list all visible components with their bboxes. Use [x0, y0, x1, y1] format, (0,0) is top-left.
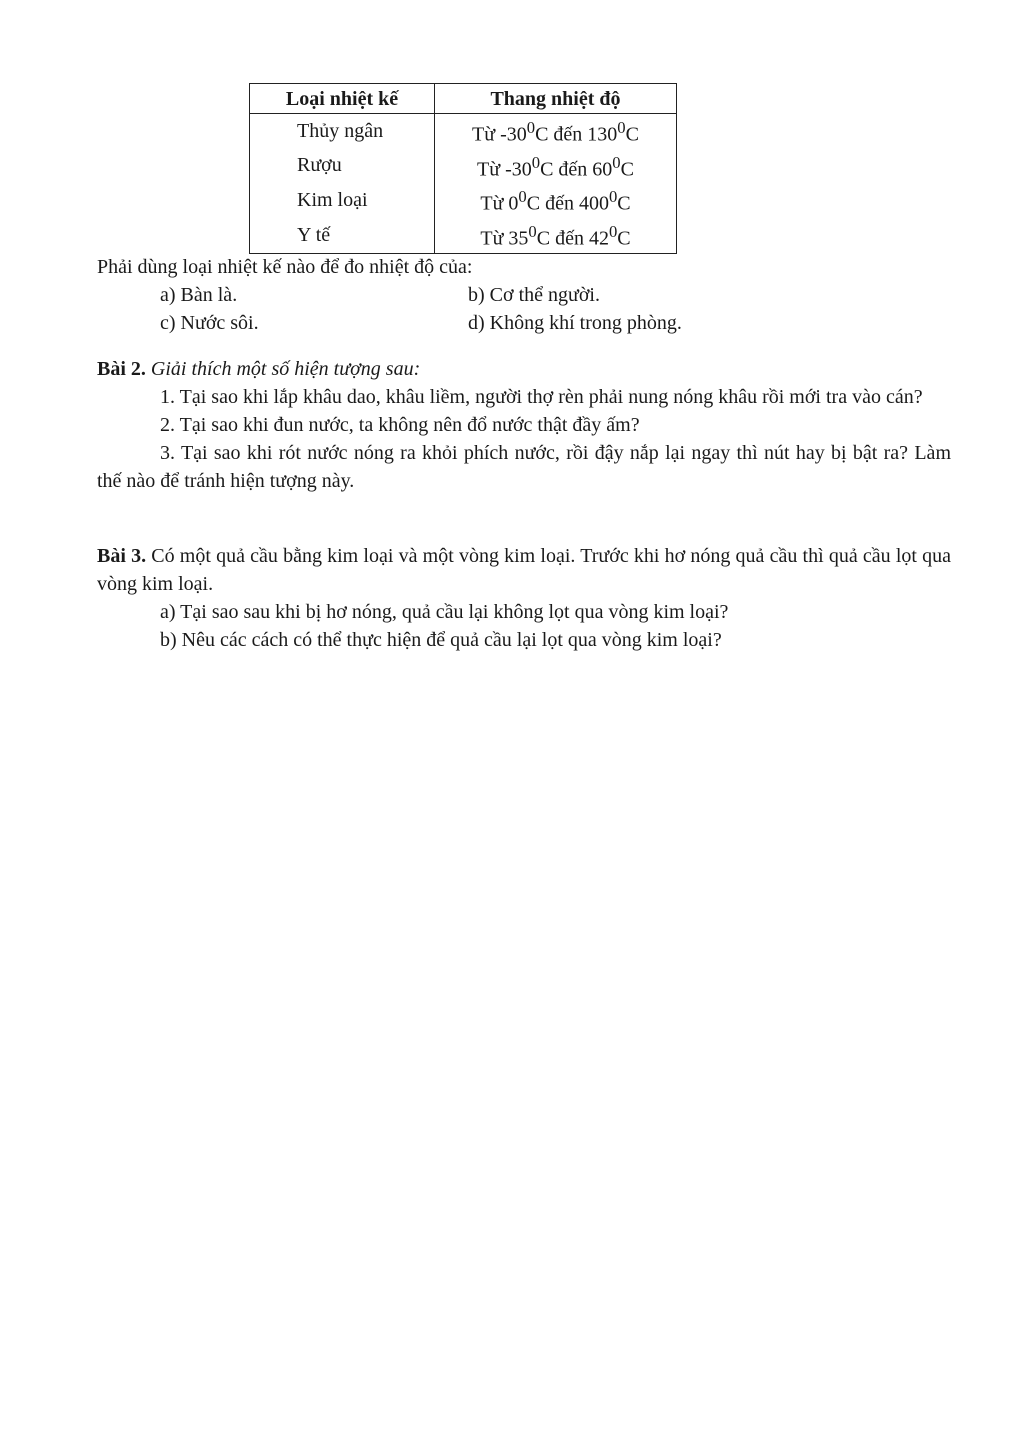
option-a: a) Bàn là. [160, 284, 238, 306]
exercise-3 [97, 542, 951, 654]
option-b: b) Cơ thể người. [468, 284, 600, 306]
exercise-2-item-3: 3. Tại sao khi rót nước nóng ra khỏi phích nước, rồi đậy nắp lại ngay thì nút hay bị bật ra? Làm thế nào để tránh hiện tượng này. [97, 442, 951, 492]
exercise-2-heading [97, 355, 951, 383]
exercise-3-body: Có một quả cầu bằng kim loại và một vòng kim loại. Trước khi hơ nóng quả cầu thì quả cầu lọt qua vòng kim loại. [97, 545, 951, 595]
exercise-2-label: Bài 2. [97, 358, 146, 380]
exercise-3-part-b: b) Nêu các cách có thể thực hiện để quả cầu lại lọt qua vòng kim loại? [160, 629, 722, 651]
table-row [250, 218, 677, 253]
cell-type: Y tế [250, 218, 435, 253]
cell-type: Thủy ngân [250, 114, 435, 149]
question1-options [160, 281, 860, 337]
exercise-2-item-2: 2. Tại sao khi đun nước, ta không nên đổ nước thật đầy ấm? [160, 414, 640, 436]
cell-range: Từ $0^0C$ đến $400^0C$ [480, 187, 631, 215]
exercise-3-text [97, 542, 951, 598]
table-row [250, 149, 677, 184]
cell-range: Từ $-30^0C$ đến $130^0C$ [472, 118, 639, 146]
exercise-2-item-1: 1. Tại sao khi lắp khâu dao, khâu liềm, người thợ rèn phải nung nóng khâu rồi mới tra vào cán? [160, 386, 923, 408]
table-row [250, 114, 677, 149]
table-row [250, 183, 677, 218]
exercise-2-title: Giải thích một số hiện tượng sau: [150, 358, 421, 380]
options-row-2 [160, 309, 860, 337]
cell-range: Từ $-30^0C$ đến $60^0C$ [477, 152, 634, 181]
cell-type: Kim loại [250, 183, 435, 218]
question1-intro: Phải dùng loại nhiệt kế nào để đo nhiệt độ của: [97, 256, 473, 278]
header-thermometer-type: Loại nhiệt kế [250, 84, 435, 114]
table-header-row [250, 84, 677, 114]
exercise-2 [97, 355, 951, 495]
thermometer-table [249, 83, 677, 254]
exercise-3-part-a: a) Tại sao sau khi bị hơ nóng, quả cầu lại không lọt qua vòng kim loại? [160, 601, 729, 623]
cell-range: Từ $35^0C$ đến $42^0C$ [480, 221, 631, 250]
option-c: c) Nước sôi. [160, 312, 259, 334]
option-d: d) Không khí trong phòng. [468, 312, 682, 334]
exercise-3-label: Bài 3. [97, 545, 147, 567]
cell-type: Rượu [250, 149, 435, 184]
header-temperature-range: Thang nhiệt độ [435, 84, 677, 114]
options-row-1 [160, 281, 860, 309]
